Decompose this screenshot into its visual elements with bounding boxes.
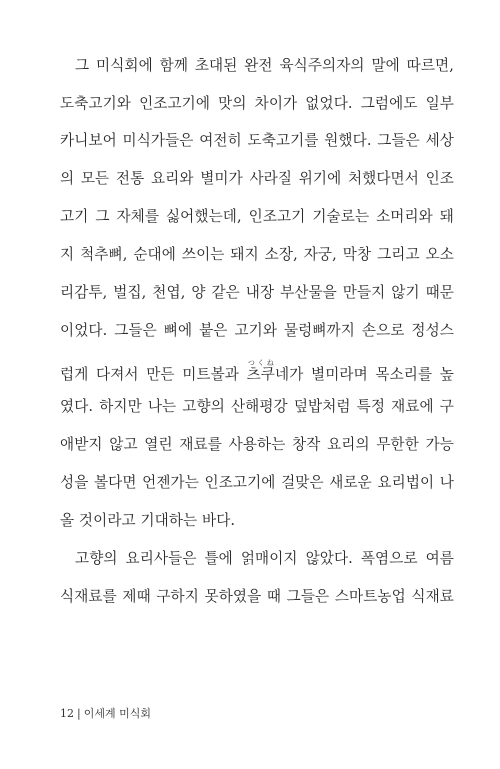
body-text-line: 식재료를 제때 구하지 못하였을 때 그들은 스마트농업 식재료	[60, 588, 454, 605]
body-text-line: 올 것이라고 기대하는 바다.	[60, 512, 236, 529]
body-text-line: 도축고기와 인조고기에 맛의 차이가 없었다. 그럼에도 일부	[60, 95, 454, 112]
body-text-line: 성을 볼다면 언젠가는 인조고기에 걸맞은 새로운 요리법이 나	[60, 474, 454, 491]
body-text-line: 리감투, 벌집, 천엽, 양 같은 내장 부산물을 만들지 않기 때문	[60, 284, 454, 301]
body-text-line: 지 척추뼈, 순대에 쓰이는 돼지 소장, 자궁, 막창 그리고 오소	[60, 246, 454, 263]
body-text-line: 애받지 않고 열린 재료를 사용하는 창작 요리의 무한한 가능	[60, 436, 454, 453]
ruby-base: 츠쿠	[246, 366, 275, 383]
text-segment: 네가 별미라며 목소리를 높	[275, 366, 454, 383]
text-segment: 럽게 다져서 만든 미트볼과	[60, 366, 247, 383]
footer-separator: |	[77, 707, 81, 720]
page-number: 12	[60, 707, 74, 720]
body-text-line: 카니보어 미식가들은 여전히 도축고기를 원했다. 그들은 세상	[60, 132, 454, 149]
page-footer	[60, 705, 151, 721]
ruby-text: つくね	[246, 359, 275, 367]
body-text-line-with-ruby	[60, 359, 454, 385]
body-text-line: 고기 그 자체를 싫어했는데, 인조고기 기술로는 소머리와 돼	[60, 208, 454, 225]
ruby-annotation	[246, 359, 275, 383]
running-title: 이세계 미식회	[83, 707, 151, 720]
body-text-line: 였다. 하지만 나는 고향의 산해평강 덮밥처럼 특정 재료에 구	[60, 398, 454, 415]
body-text-line: 그 미식회에 함께 초대된 완전 육식주의자의 말에 따르면,	[75, 57, 454, 74]
body-text-line: 이었다. 그들은 뼈에 붙은 고기와 물렁뼈까지 손으로 정성스	[60, 322, 454, 339]
body-text-line: 의 모든 전통 요리와 별미가 사라질 위기에 처했다면서 인조	[60, 170, 454, 187]
body-text-line: 고향의 요리사들은 틀에 얽매이지 않았다. 폭염으로 여름	[75, 550, 454, 567]
